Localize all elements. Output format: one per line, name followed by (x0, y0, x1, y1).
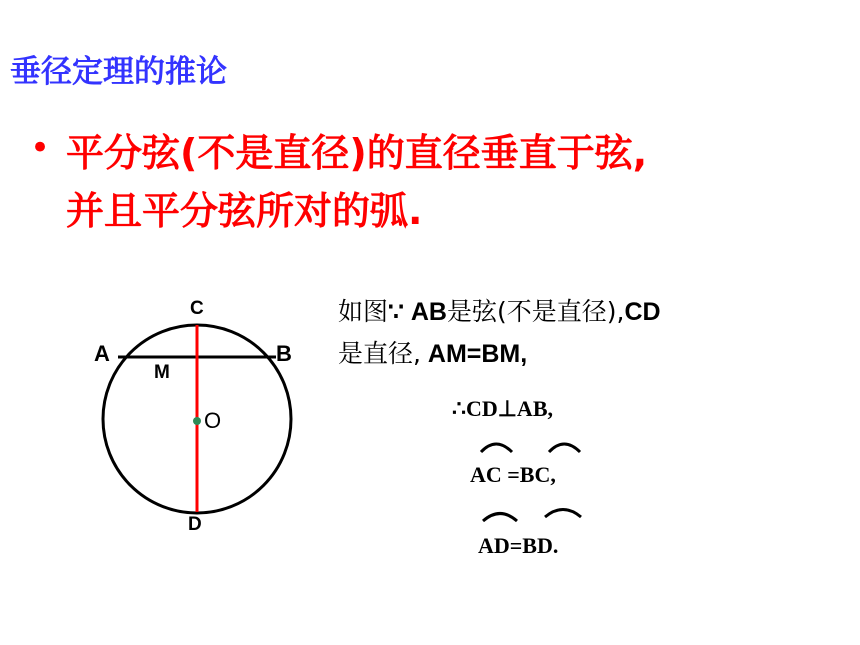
label-c: C (190, 298, 204, 319)
bullet-icon: • (30, 128, 51, 168)
label-a: A (94, 341, 110, 366)
arc-symbol-ac (481, 444, 512, 452)
arc-symbol-bd (545, 510, 581, 518)
slide-title: 垂径定理的推论 (10, 54, 227, 90)
description-am-bm: AM=BM, (420, 340, 528, 368)
theorem-line-2: 并且平分弦所对的弧. (66, 189, 423, 233)
description-cd: CD (624, 298, 661, 326)
label-o: O (204, 408, 222, 433)
description-chord-text: 是弦(不是直径), (446, 297, 625, 326)
conclusion-arc-ac-bc: AC =BC, (470, 462, 556, 487)
because-symbol: ∵ (388, 298, 404, 326)
arc-symbol-bc (549, 444, 580, 452)
description-diameter-text: 是直径, (338, 339, 421, 368)
description-prefix: 如图 (338, 297, 389, 326)
description-ab: AB (403, 298, 447, 326)
conclusion-perpendicular: ∴CD⊥AB, (452, 396, 553, 421)
label-m: M (154, 362, 170, 383)
label-b: B (276, 341, 292, 366)
arc-symbol-ad (483, 514, 517, 522)
theorem-line-1: 平分弦(不是直径)的直径垂直于弦, (66, 131, 648, 175)
label-d: D (188, 514, 202, 535)
conclusion-arc-ad-bd: AD=BD. (478, 533, 559, 558)
